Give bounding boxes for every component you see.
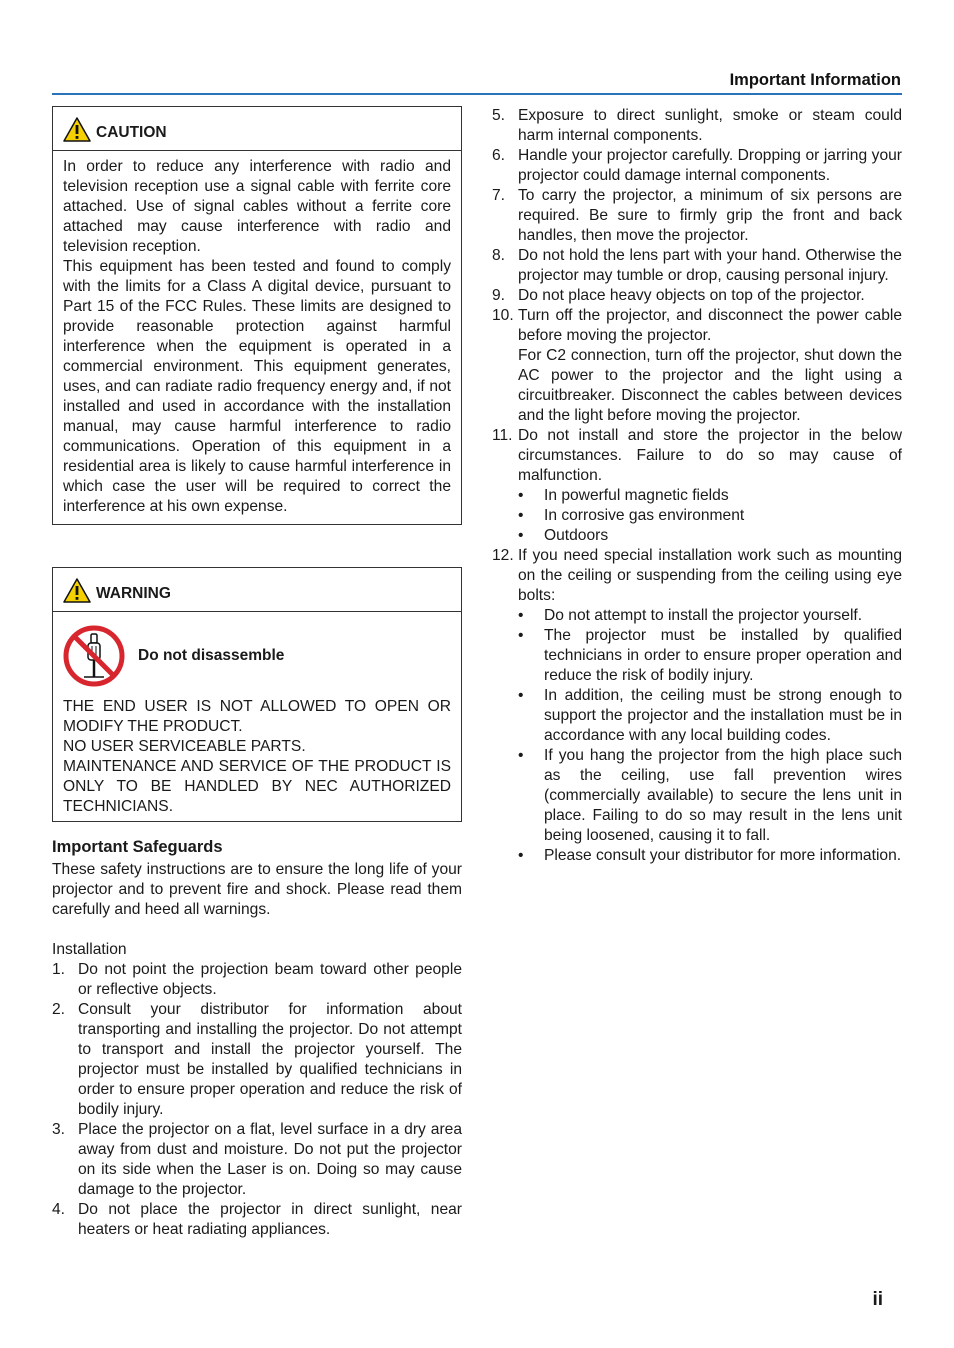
- warning-box: [52, 567, 462, 822]
- list-item: 8. Do not hold the lens part with your hand. Otherwise the projector may tumble or drop, causing personal injury.: [492, 247, 902, 284]
- list-item: 2. Consult your distributor for information about transporting and installing the projector. Do not attempt to transport and install the projector yourself. The projector must be installed by qualified technicians in order to ensure proper operation and reduce the risk of bodily injury.: [52, 1001, 462, 1118]
- no-disassemble-row: [63, 615, 451, 697]
- list-item: 7. To carry the projector, a minimum of six persons are required. Be sure to firmly grip the front and back handles, then move the projector.: [492, 187, 902, 244]
- list-item: 5. Exposure to direct sunlight, smoke or steam could harm internal components.: [492, 107, 902, 144]
- safeguards-title: Important Safeguards: [52, 838, 223, 856]
- warning-triangle-icon: [63, 117, 91, 142]
- bullet-list: [518, 606, 902, 866]
- list-item: 4. Do not place the projector in direct sunlight, near heaters or heat radiating appliances.: [52, 1201, 462, 1238]
- list-item: 12. If you need special installation work such as mounting on the ceiling or suspending from the ceiling using eye bolts: • Do not attempt to install the projector yourself. • The projector must be installed by qualified technicians in order to ensure proper operation and reduce the risk of bodily injury. • In addition, the ceiling must be strong enough to support the projector and the installation must be in accordance with any local building codes. • If you hang the projector from the high place such as the ceiling, use fall prevention wires (commercially available) to secure the lens unit in place. Failing to do so may result in the lens unit being loosened, causing it to fall. • Please consult your distributor for more information.: [492, 546, 902, 866]
- right-column: [492, 106, 902, 866]
- bullet-list: [518, 486, 902, 546]
- warning-line: NO USER SERVICEABLE PARTS.: [63, 738, 306, 755]
- header-rule: [52, 93, 902, 95]
- list-item: 6. Handle your projector carefully. Dropping or jarring your projector could damage internal components.: [492, 147, 902, 184]
- warning-line: THE END USER IS NOT ALLOWED TO OPEN OR MODIFY THE PRODUCT.: [63, 698, 451, 735]
- warning-triangle-icon: [63, 578, 91, 603]
- bullet-item: • Outdoors: [518, 526, 902, 546]
- no-disassemble-label: Do not disassemble: [138, 647, 285, 664]
- no-disassemble-icon: [62, 624, 126, 688]
- bullet-item: • In corrosive gas environment: [518, 506, 902, 526]
- safeguards-intro: These safety instructions are to ensure the long life of your projector and to prevent fire and shock. Please read them carefully and heed all warnings.: [52, 861, 462, 918]
- caution-box: [52, 106, 462, 525]
- list-item-note: For C2 connection, turn off the projector, shut down the AC power to the projector and the light using a circuitbreaker. Disconnect the cables between devices and the light before moving the projector.: [518, 347, 902, 424]
- caution-paragraph: This equipment has been tested and found to comply with the limits for a Class A digital device, pursuant to Part 15 of the FCC Rules. These limits are designed to provide reasonable protection against harmful interference when the equipment is operated in a commercial environment. This equipment generates, uses, and can radiate radio frequency energy and, if not installed and used in accordance with the installation manual, may cause harmful interference to radio communications. Operation of this equipment in a residential area is likely to cause harmful interference in which case the user will be required to correct the interference at his own expense.: [63, 258, 451, 515]
- caution-header: [53, 107, 461, 151]
- installation-list-right: [492, 106, 902, 866]
- bullet-item: • The projector must be installed by qualified technicians in order to ensure proper operation and reduce the risk of bodily injury.: [518, 626, 902, 686]
- bullet-item: • Do not attempt to install the projector yourself.: [518, 606, 902, 626]
- page-number: ii: [872, 1289, 883, 1310]
- list-item: 9. Do not place heavy objects on top of the projector.: [492, 287, 865, 304]
- warning-header: [53, 568, 461, 612]
- left-column: [52, 106, 462, 1240]
- list-item: 3. Place the projector on a flat, level surface in a dry area away from dust and moisture. Do not put the projector on its side when the Laser is on. Doing so may cause damage to the projector.: [52, 1121, 462, 1198]
- caution-title: CAUTION: [96, 124, 167, 141]
- list-item: 1. Do not point the projection beam toward other people or reflective objects.: [52, 961, 462, 998]
- list-item: 10. Turn off the projector, and disconnect the power cable before moving the projector. For C2 connection, turn off the projector, shut down the AC power to the projector and the light using a circuitbreaker. Disconnect the cables between devices and the light before moving the projector.: [492, 307, 902, 424]
- warning-line: MAINTENANCE AND SERVICE OF THE PRODUCT IS ONLY TO BE HANDLED BY NEC AUTHORIZED TECHNICIANS.: [63, 758, 451, 815]
- bullet-item: • In addition, the ceiling must be strong enough to support the projector and the installation must be in accordance with any local building codes.: [518, 686, 902, 746]
- caution-paragraph: In order to reduce any interference with radio and television reception use a signal cable with ferrite core attached. Use of signal cables without a ferrite core attached may cause interference with radio and television reception.: [63, 158, 451, 255]
- bullet-item: • Please consult your distributor for more information.: [518, 846, 902, 866]
- warning-title: WARNING: [96, 585, 171, 602]
- running-header: Important Information: [729, 71, 901, 89]
- installation-label: Installation: [52, 941, 127, 958]
- installation-list-left: [52, 960, 462, 1240]
- list-item: 11. Do not install and store the projector in the below circumstances. Failure to do so may cause of malfunction. • In powerful magnetic fields • In corrosive gas environment • Outdoors: [492, 426, 902, 546]
- bullet-item: • If you hang the projector from the high place such as the ceiling, use fall prevention wires (commercially available) to secure the lens unit in place. Failing to do so may result in the lens unit being loosened, causing it to fall.: [518, 746, 902, 846]
- bullet-item: • In powerful magnetic fields: [518, 486, 902, 506]
